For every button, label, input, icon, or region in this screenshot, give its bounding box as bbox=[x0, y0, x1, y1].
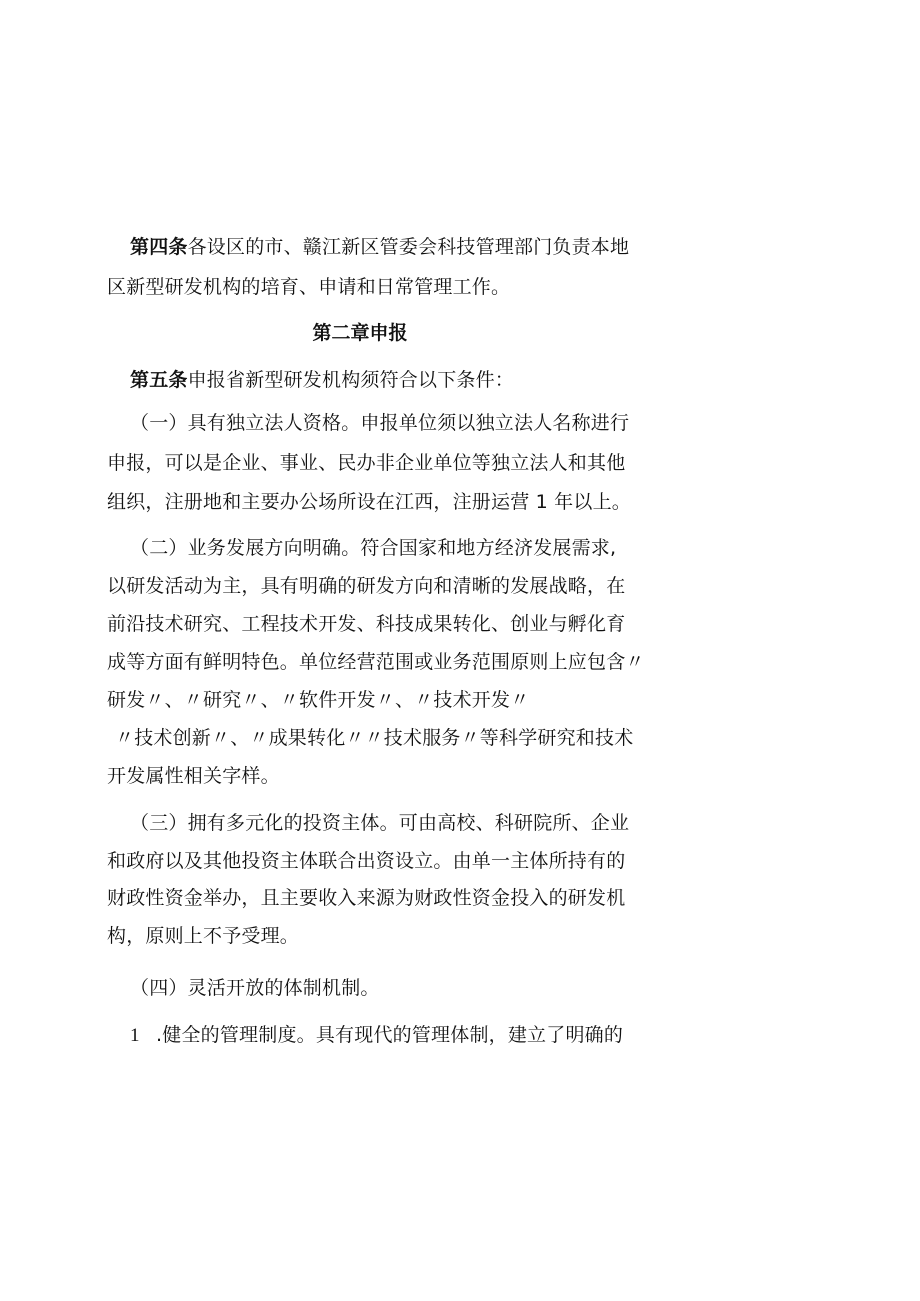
chapter-heading: 第二章申报 bbox=[312, 322, 408, 344]
item4-line1: （四）灵活开放的体制机制。 bbox=[130, 977, 380, 999]
item2-line4: 成等方面有鲜明特色。单位经营范围或业务范围原则上应包含〃 bbox=[107, 651, 645, 673]
article4-title: 第四条 bbox=[130, 236, 188, 258]
article5-line bbox=[130, 367, 514, 393]
item2-line5: 研发〃、〃研究〃、〃软件开发〃、〃技术开发〃 bbox=[107, 689, 530, 711]
item3-line4: 构，原则上不予受理。 bbox=[107, 925, 300, 947]
item2-line6: 〃技术创新〃、〃成果转化〃〃技术服务〃等科学研究和技术 bbox=[115, 727, 634, 749]
article5-title: 第五条 bbox=[130, 369, 188, 391]
item2-line3: 前沿技术研究、工程技术开发、科技成果转化、创业与孵化育 bbox=[107, 613, 626, 635]
subitem1-number: 1 bbox=[130, 1025, 140, 1046]
article4-line1 bbox=[130, 234, 629, 260]
article4-line2: 区新型研发机构的培育、申请和日常管理工作。 bbox=[107, 276, 511, 298]
item1-line1: （一）具有独立法人资格。申报单位须以独立法人名称进行 bbox=[130, 412, 630, 434]
article5-intro: 申报省新型研发机构须符合以下条件： bbox=[187, 369, 515, 391]
item3-line2: 和政府以及其他投资主体联合出资设立。由单一主体所持有的 bbox=[107, 850, 626, 872]
item3-line3: 财政性资金举办，且主要收入来源为财政性资金投入的研发机 bbox=[107, 887, 626, 909]
article4-text: 各设区的市、赣江新区管委会科技管理部门负责本地 bbox=[187, 236, 630, 258]
item2-line1: （二）业务发展方向明确。符合国家和地方经济发展需求, bbox=[130, 537, 617, 559]
subitem1-line bbox=[130, 1022, 623, 1049]
item1-line3: 组织，注册地和主要办公场所设在江西，注册运营 1 年以上。 bbox=[107, 491, 631, 513]
subitem1-text: .健全的管理制度。具有现代的管理体制，建立了明确的 bbox=[156, 1024, 624, 1046]
item1-line2: 申报，可以是企业、事业、民办非企业单位等独立法人和其他 bbox=[107, 452, 626, 474]
item2-line2: 以研发活动为主，具有明确的研发方向和清晰的发展战略，在 bbox=[107, 575, 626, 597]
item2-line7: 开发属性相关字样。 bbox=[107, 765, 280, 787]
item3-line1: （三）拥有多元化的投资主体。可由高校、科研院所、企业 bbox=[130, 812, 630, 834]
